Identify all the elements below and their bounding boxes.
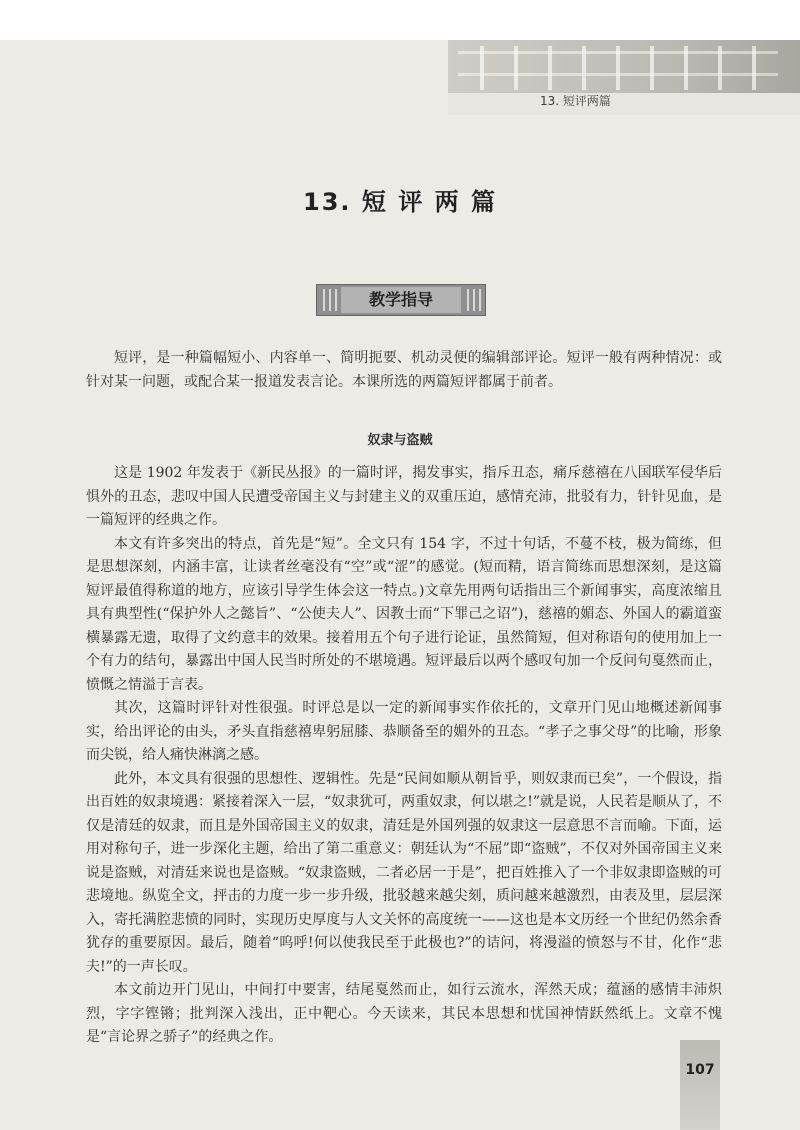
section-heading: 教学指导 <box>341 287 461 313</box>
banner-stripe <box>329 289 331 311</box>
banner-stripe <box>335 289 337 311</box>
banner-stripe <box>323 289 325 311</box>
chapter-title: 13. 短 评 两 篇 <box>303 188 497 216</box>
article-subheading: 奴隶与盗贼 <box>367 433 433 448</box>
paragraph: 本文有许多突出的特点，首先是“短”。全文只有 154 字，不过十句话，不蔓不枝，极为简练，但是思想深刻，内涵丰富，让读者丝毫没有“空”或“涩”的感觉。(短而精，语言简练而思想深刻，是这篇短评最值得称道的地方，应该引导学生体会这一特点。)文章先用两句话指出三个新闻事实，高度浓缩且具有典型性(“保护外人之懿旨”、“公使夫人”、因教士而“下罪己之诏”)，慈禧的媚态、外国人的霸道蛮横暴露无遗，取得了文约意丰的效果。接着用五个句子进行论证，虽然简短，但对称语句的使用加上一个有力的结句，暴露出中国人民当时所处的不堪境遇。短评最后以两个感叹句加一个反问句戛然而止，愤慨之情溢于言表。 <box>86 535 722 693</box>
banner-stripe <box>473 289 475 311</box>
page-number: 107 <box>685 1062 715 1078</box>
paragraph: 这是 1902 年发表于《新民丛报》的一篇时评，揭发事实，指斥丑态，痛斥慈禧在八国联军侵华后惧外的丑态，悲叹中国人民遭受帝国主义与封建主义的双重压迫，感情充沛，批驳有力，针针见血，是一篇短评的经典之作。 <box>86 465 722 528</box>
page-number-tab <box>680 1040 720 1130</box>
header-pattern <box>458 46 778 90</box>
paragraph: 此外，本文具有很强的思想性、逻辑性。先是“民间如顺从朝旨乎，则奴隶而已矣”，一个假设，指出百姓的奴隶境遇：紧接着深入一层，“奴隶犹可，两重奴隶，何以堪之!”就是说，人民若是顺从了，不仅是清廷的奴隶，而且是外国帝国主义的奴隶，清廷是外国列强的奴隶这一层意思不言而喻。下面，运用对称句子，进一步深化主题，给出了第二重意义：朝廷认为“不屈”即“盗贼”，不仅对外国帝国主义来说是盗贼，对清廷来说也是盗贼。“奴隶盗贼，二者必居一于是”，把百姓推入了一个非奴隶即盗贼的可悲境地。纵览全文，抨击的力度一步一步升级，批驳越来越尖刻，质问越来越激烈，由表及里，层层深入，寄托满腔悲愤的同时，实现历史厚度与人文关怀的高度统一——这也是本文历经一个世纪仍然余香犹存的重要原因。最后，随着“呜呼!何以使我民至于此极也?”的诘问，将漫溢的愤怒与不甘，化作“悲夫!”的一声长叹。 <box>86 770 722 975</box>
article-body <box>86 462 722 1050</box>
intro-paragraph: 短评，是一种篇幅短小、内容单一、简明扼要、机动灵便的编辑部评论。短评一般有两种情况：或针对某一问题，或配合某一报道发表言论。本课所选的两篇短评都属于前者。 <box>86 350 722 390</box>
section-banner <box>316 284 486 316</box>
paragraph: 本文前边开门见山，中间打中要害，结尾戛然而止，如行云流水，浑然天成；蕴涵的感情丰沛炽烈，字字铿锵；批判深入浅出，正中靶心。今天读来，其民本思想和忧国神情跃然纸上。文章不愧是“言论界之骄子”的经典之作。 <box>86 982 722 1045</box>
header-band <box>448 93 800 115</box>
banner-stripe <box>467 289 469 311</box>
paragraph: 其次，这篇时评针对性很强。时评总是以一定的新闻事实作依托的，文章开门见山地概述新闻事实，给出评论的由头，矛头直指慈禧卑躬屈膝、恭顺备至的媚外的丑态。“孝子之事父母”的比喻，形象而尖锐，给人痛快淋漓之感。 <box>86 700 722 763</box>
banner-stripe <box>479 289 481 311</box>
running-header: 13. 短评两篇 <box>540 94 611 108</box>
header-decoration <box>448 40 800 115</box>
intro-text <box>86 347 722 394</box>
